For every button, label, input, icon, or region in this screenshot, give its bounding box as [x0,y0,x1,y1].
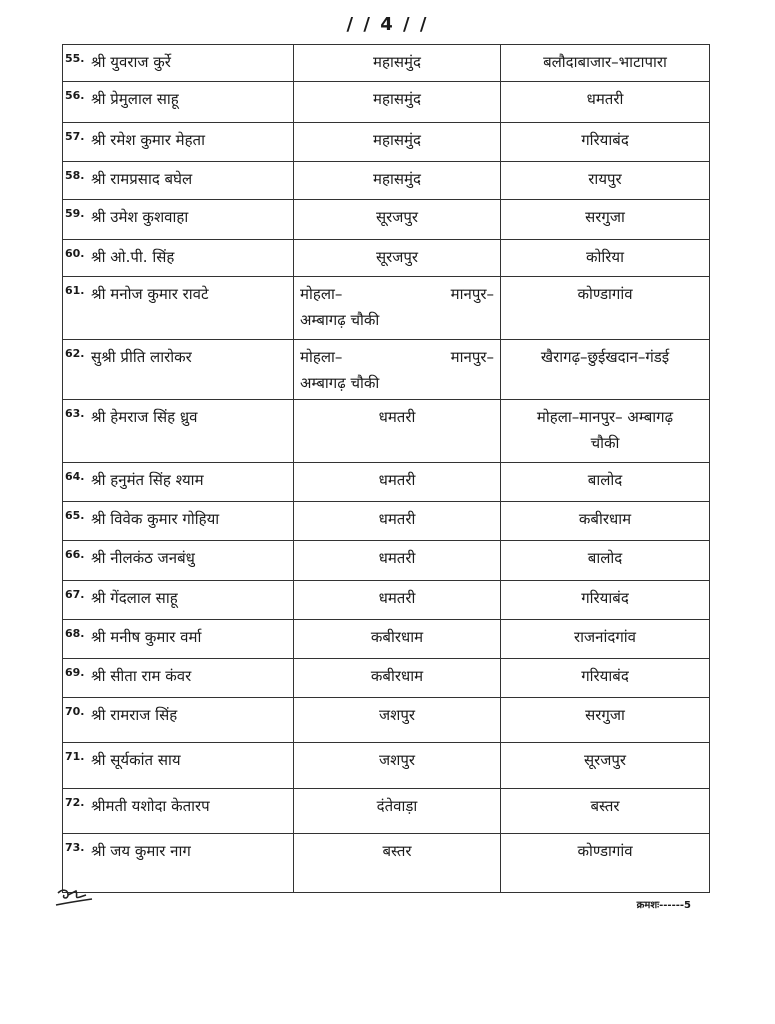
transfer-table [62,44,710,893]
from-district: धमतरी [294,463,501,502]
name-cell [63,82,294,123]
table-row [63,581,710,620]
from-district: महासमुंद [294,162,501,200]
from-district: धमतरी [294,502,501,541]
from-district-line [300,281,494,307]
signature-mark [54,885,94,911]
serial-number: 71. [65,750,85,763]
page-number: / / 4 / / [346,14,429,35]
from-district-part: मानपुर– [450,285,494,303]
serial-number: 61. [65,284,85,297]
from-district-line [300,344,494,370]
name-cell [63,400,294,463]
employee-name: श्री जय कुमार नाग [91,842,191,860]
employee-name: श्री विवेक कुमार गोहिया [91,510,220,528]
serial-number: 59. [65,207,85,220]
table-row [63,82,710,123]
name-cell [63,789,294,834]
employee-name: श्री उमेश कुशवाहा [91,208,189,226]
to-district: सरगुजा [501,200,710,240]
to-district: गरियाबंद [501,123,710,162]
employee-name: श्री गेंदलाल साहू [91,589,178,607]
serial-number: 68. [65,627,85,640]
employee-name: श्री रामप्रसाद बघेल [91,170,193,188]
name-cell [63,45,294,82]
from-district: सूरजपुर [294,240,501,277]
to-district: कोण्डागांव [501,277,710,340]
name-cell [63,277,294,340]
employee-name: श्री मनोज कुमार रावटे [91,285,209,303]
table-row [63,200,710,240]
serial-number: 58. [65,169,85,182]
to-district: कोण्डागांव [501,834,710,893]
table-row [63,123,710,162]
employee-name: श्री हनुमंत सिंह श्याम [91,471,204,489]
employee-name: श्री प्रेमुलाल साहू [91,90,179,108]
serial-number: 67. [65,588,85,601]
employee-name: श्री युवराज कुर्रे [91,53,171,71]
from-district [294,277,501,340]
to-district: बस्तर [501,789,710,834]
serial-number: 72. [65,796,85,809]
serial-number: 70. [65,705,85,718]
from-district-part: अम्बागढ़ चौकी [300,311,380,329]
to-district: राजनांदगांव [501,620,710,659]
employee-name: श्री रामराज सिंह [91,706,178,724]
from-district: कबीरधाम [294,659,501,698]
continued-note: क्रमशः------5 [636,900,691,911]
to-district: बालोद [501,463,710,502]
employee-name: श्री रमेश कुमार मेहता [91,131,205,149]
employee-name: श्री नीलकंठ जनबंधु [91,549,195,567]
from-district: बस्तर [294,834,501,893]
serial-number: 55. [65,52,85,65]
from-district [294,340,501,400]
from-district: सूरजपुर [294,200,501,240]
serial-number: 65. [65,509,85,522]
from-district: महासमुंद [294,45,501,82]
table-row [63,340,710,400]
name-cell [63,340,294,400]
serial-number: 63. [65,407,85,420]
serial-number: 66. [65,548,85,561]
table-row [63,620,710,659]
table-row [63,698,710,743]
employee-name: श्री हेमराज सिंह ध्रुव [91,408,198,426]
to-district: सरगुजा [501,698,710,743]
to-district-line: मोहला–मानपुर– अम्बागढ़ [536,408,674,426]
serial-number: 69. [65,666,85,679]
employee-name: श्री सूर्यकांत साय [91,751,181,769]
to-district: गरियाबंद [501,659,710,698]
table-row [63,502,710,541]
name-cell [63,200,294,240]
from-district-part: मोहला– [300,348,343,366]
to-district: कोरिया [501,240,710,277]
table-row [63,463,710,502]
from-district: धमतरी [294,581,501,620]
table-row [63,659,710,698]
to-district: खैरागढ़–छुईखदान–गंडई [501,340,710,400]
name-cell [63,463,294,502]
employee-name: सुश्री प्रीति लारोकर [91,348,192,366]
name-cell [63,743,294,789]
to-district: रायपुर [501,162,710,200]
serial-number: 64. [65,470,85,483]
from-district: जशपुर [294,743,501,789]
from-district: महासमुंद [294,82,501,123]
from-district-part: अम्बागढ़ चौकी [300,374,380,392]
serial-number: 62. [65,347,85,360]
from-district-part: मोहला– [300,285,343,303]
name-cell [63,834,294,893]
to-district-line: चौकी [590,434,620,452]
name-cell [63,698,294,743]
employee-name: श्री सीता राम कंवर [91,667,192,685]
employee-name: श्री ओ.पी. सिंह [91,248,175,266]
to-district: धमतरी [501,82,710,123]
name-cell [63,502,294,541]
name-cell [63,162,294,200]
to-district: कबीरधाम [501,502,710,541]
from-district: कबीरधाम [294,620,501,659]
from-district: धमतरी [294,400,501,463]
table-row [63,400,710,463]
table-row [63,162,710,200]
table-row [63,789,710,834]
name-cell [63,620,294,659]
from-district: महासमुंद [294,123,501,162]
serial-number: 60. [65,247,85,260]
name-cell [63,240,294,277]
to-district: गरियाबंद [501,581,710,620]
table-row [63,541,710,581]
from-district: दंतेवाड़ा [294,789,501,834]
name-cell [63,659,294,698]
from-district-part: मानपुर– [450,348,494,366]
to-district: बालोद [501,541,710,581]
employee-name: श्रीमती यशोदा केतारप [91,797,210,815]
to-district [501,400,710,463]
serial-number: 56. [65,89,85,102]
serial-number: 57. [65,130,85,143]
employee-name: श्री मनीष कुमार वर्मा [91,628,202,646]
name-cell [63,581,294,620]
to-district: बलौदाबाजार–भाटापारा [501,45,710,82]
from-district: धमतरी [294,541,501,581]
table-row [63,277,710,340]
serial-number: 73. [65,841,85,854]
table-row [63,834,710,893]
table-row [63,743,710,789]
table-row [63,240,710,277]
name-cell [63,541,294,581]
from-district: जशपुर [294,698,501,743]
name-cell [63,123,294,162]
to-district: सूरजपुर [501,743,710,789]
table-row [63,45,710,82]
